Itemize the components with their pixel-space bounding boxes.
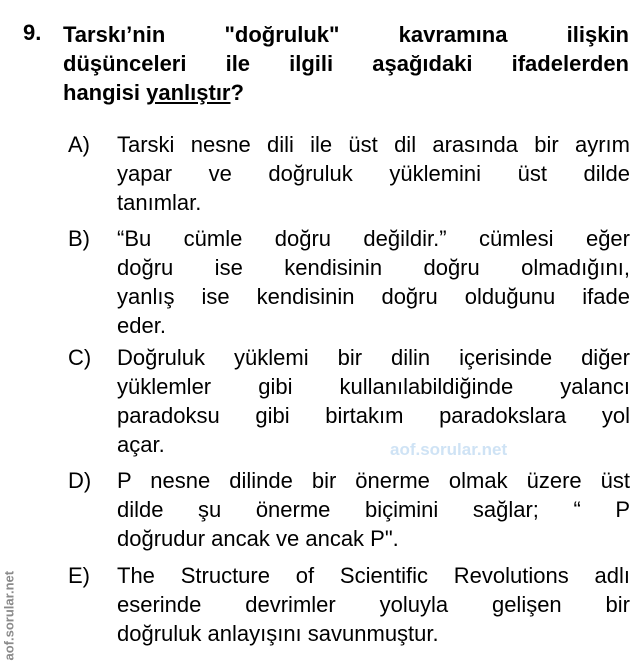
question-mark: ? xyxy=(230,80,244,105)
option-line: yüklemler gibi kullanılabildiğinde yalancı xyxy=(117,374,630,399)
option-line: yapar ve doğruluk yüklemini üst dilde xyxy=(117,161,630,186)
option-label: C) xyxy=(68,345,92,370)
question-number: 9. xyxy=(23,20,42,45)
option-line: doğruluk anlayışını savunmuştur. xyxy=(117,621,439,646)
option-line: eder. xyxy=(117,313,166,338)
option-label: D) xyxy=(68,468,92,493)
question-line: Tarskı’nin "doğruluk" kavramına ilişkin xyxy=(63,22,629,47)
option-line: doğru ise kendisinin doğru olmadığını, xyxy=(117,255,630,280)
option-line: açar. xyxy=(117,432,165,457)
option-line: Doğruluk yüklemi bir dilin içerisinde diğer xyxy=(117,345,630,370)
diagonal-watermark: aof.sorular.net xyxy=(390,440,508,459)
side-watermark: aof.sorular.net xyxy=(1,570,17,661)
question-prefix: hangisi xyxy=(63,80,147,105)
option-label: A) xyxy=(68,132,90,157)
option-label: E) xyxy=(68,563,90,588)
emphasis-word: yanlıştır xyxy=(146,80,231,105)
option-line: The Structure of Scientific Revolutions adlı xyxy=(117,563,630,588)
option-line: eserinde devrimler yoluyla gelişen bir xyxy=(117,592,630,617)
option-label: B) xyxy=(68,226,90,251)
option-line: doğrudur ancak ve ancak P". xyxy=(117,526,399,551)
question-line: düşünceleri ile ilgili aşağıdaki ifadelerden xyxy=(63,51,629,76)
option-line: yanlış ise kendisinin doğru olduğunu ifade xyxy=(117,284,630,309)
option-line: P nesne dilinde bir önerme olmak üzere üst xyxy=(117,468,630,493)
option-line: tanımlar. xyxy=(117,190,202,215)
option-line: dilde şu önerme biçimini sağlar; “ P xyxy=(117,497,630,522)
question-line xyxy=(63,78,629,107)
option-line: Tarski nesne dili ile üst dil arasında bir ayrım xyxy=(117,132,630,157)
option-line: paradoksu gibi birtakım paradokslara yol xyxy=(117,403,630,428)
question-stem xyxy=(63,20,629,107)
option-line: “Bu cümle doğru değildir.” cümlesi eğer xyxy=(117,226,630,251)
